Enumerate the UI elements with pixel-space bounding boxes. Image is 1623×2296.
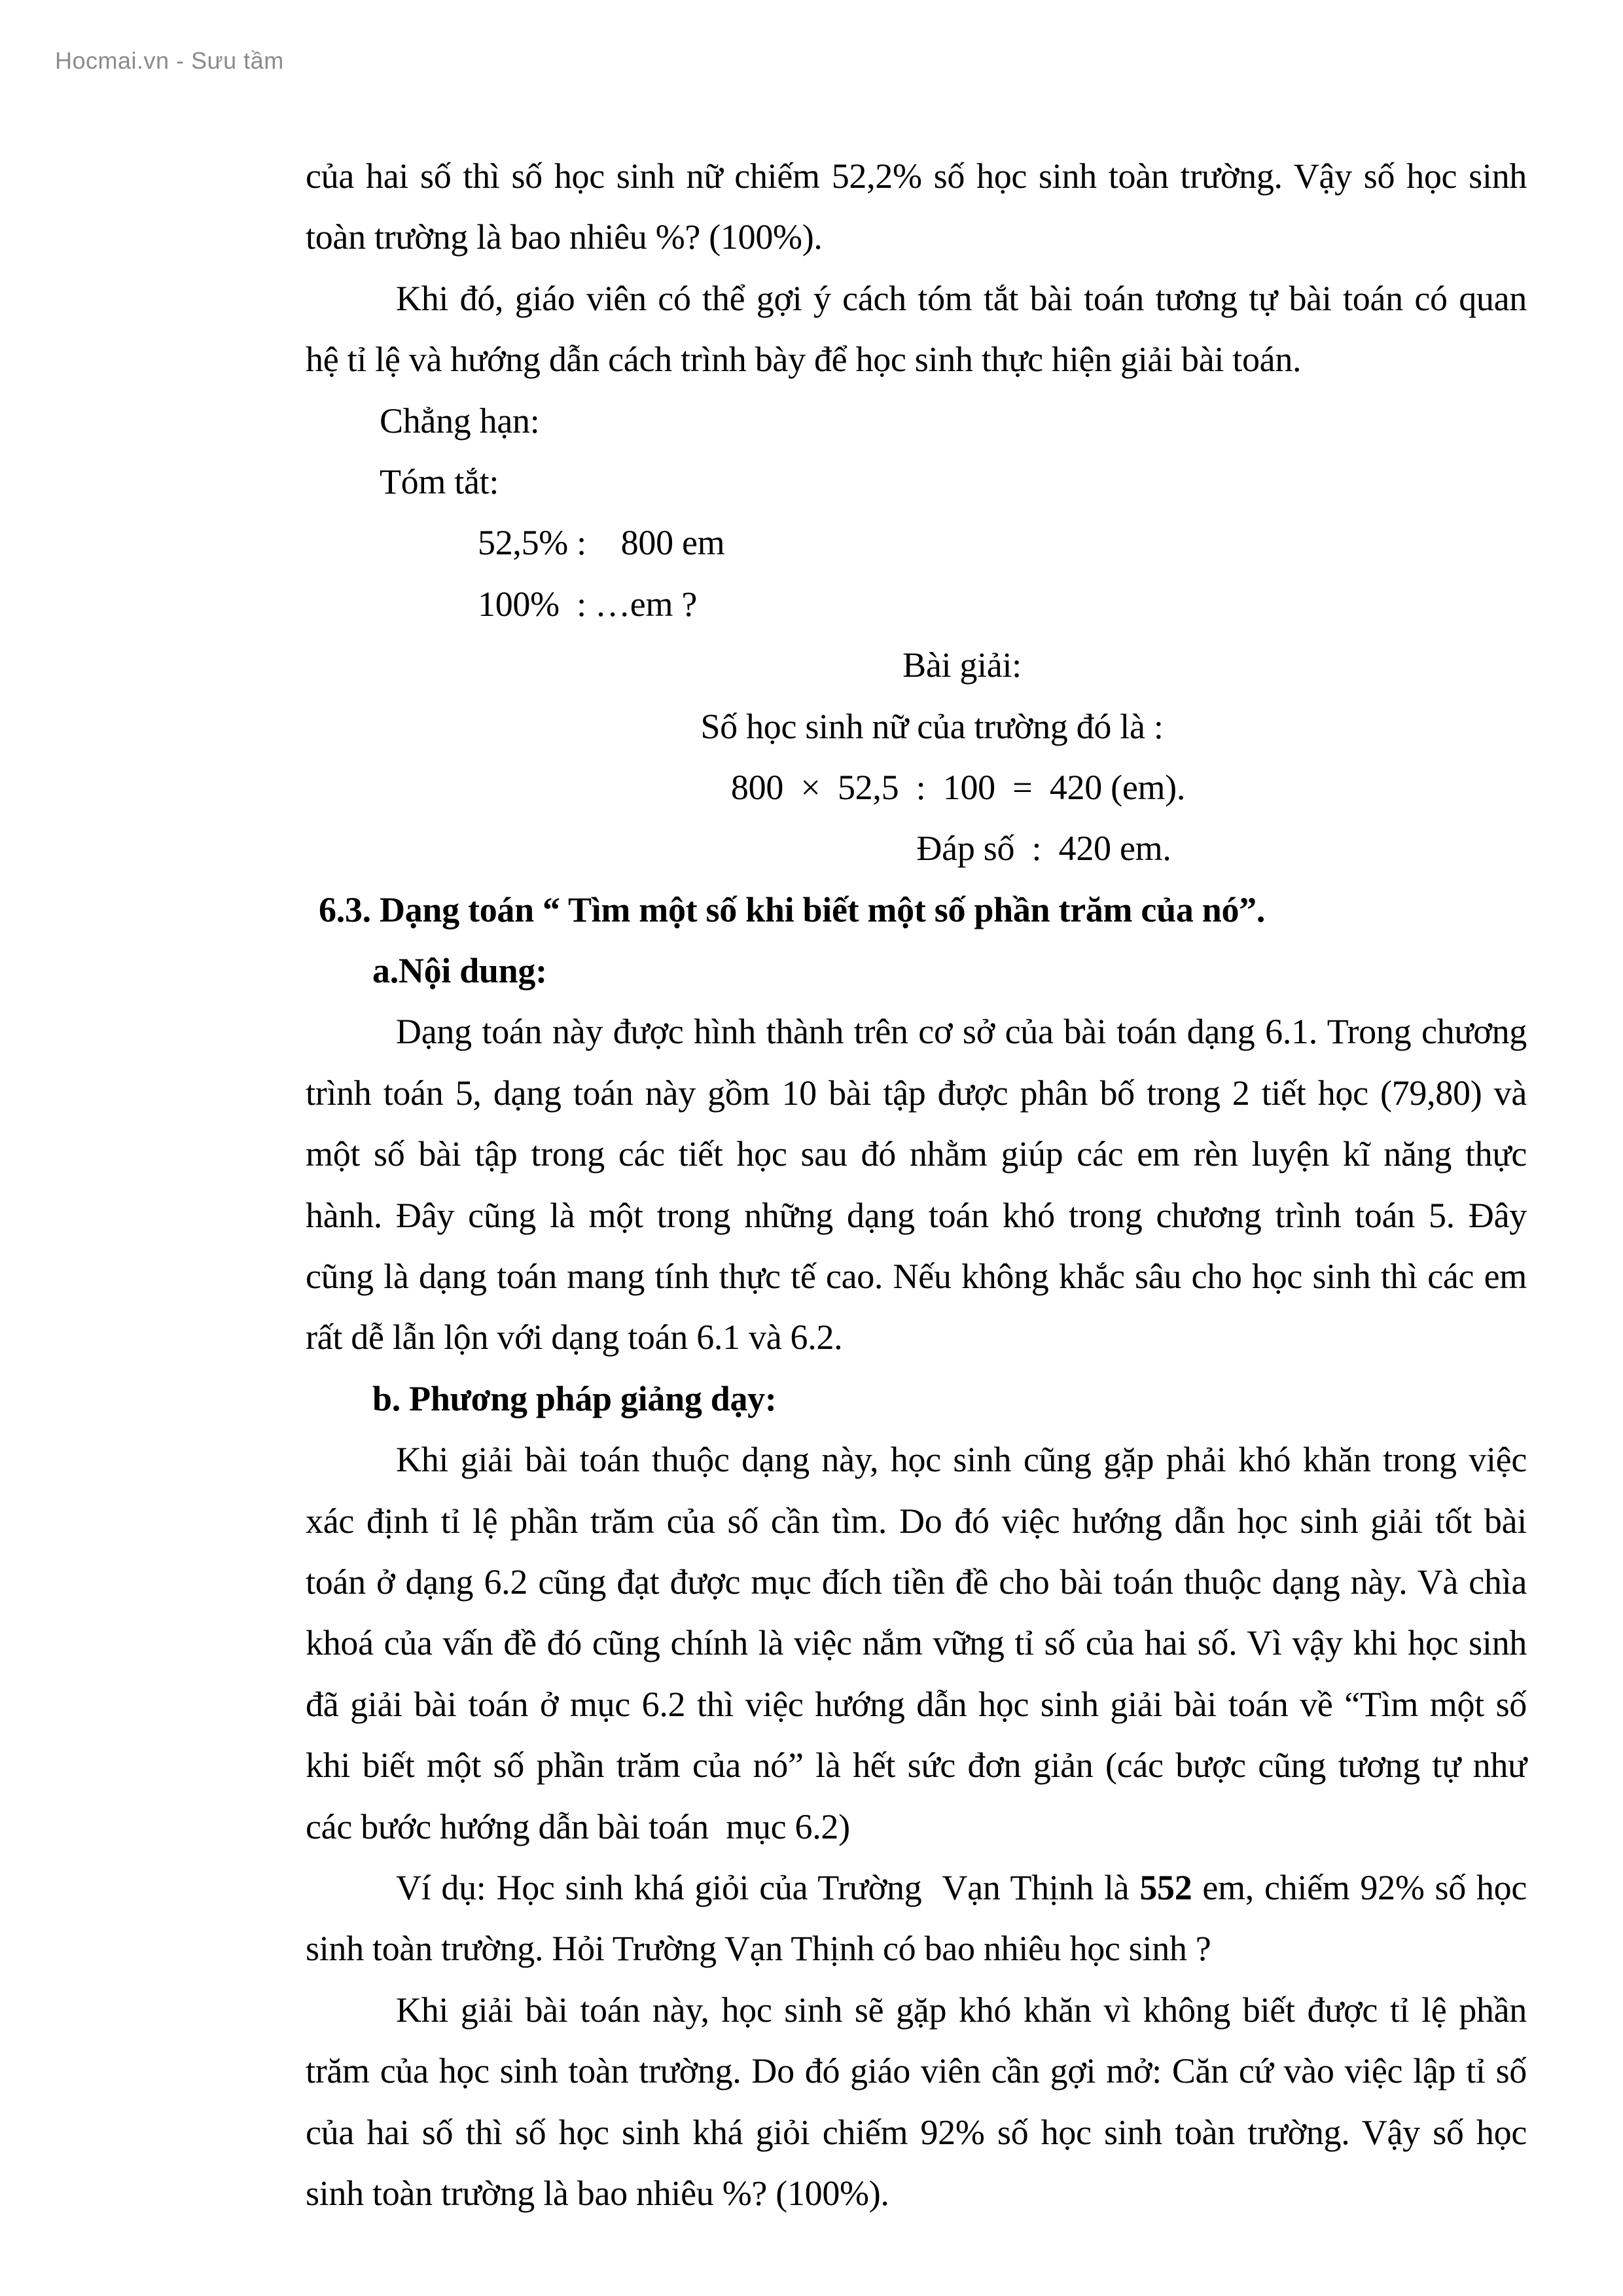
- text-line-21: b. Phương pháp giảng dạy:: [372, 1378, 777, 1418]
- text-line-32: trăm của học sinh toàn trường. Do đó giáo viên cần gợi mở: Căn cứ vào việc lập tỉ số: [306, 2051, 1527, 2091]
- text-line-9: Bài giải:: [902, 645, 1022, 685]
- text-line-13: 6.3. Dạng toán “ Tìm một số khi biết một số phần trăm của nó”.: [319, 889, 1266, 929]
- text-line-28: các bước hướng dẫn bài toán mục 6.2): [306, 1806, 850, 1846]
- text-line-2: toàn trường là bao nhiêu %? (100%).: [306, 217, 823, 257]
- text-line-31: Khi giải bài toán này, học sinh sẽ gặp khó khăn vì không biết được tỉ lệ phần: [396, 1990, 1527, 2030]
- text-line-20: rất dễ lẫn lộn với dạng toán 6.1 và 6.2.: [306, 1318, 843, 1357]
- document-body: [306, 146, 1527, 2224]
- text-line-5: Chẳng hạn:: [380, 401, 540, 440]
- text-line-34: sinh toàn trường là bao nhiêu %? (100%).: [306, 2173, 889, 2213]
- text-line-12: Đáp số : 420 em.: [916, 829, 1171, 869]
- text-line-33: của hai số thì số học sinh khá giỏi chiếm 92% số học sinh toàn trường. Vậy số học: [306, 2112, 1527, 2152]
- text-line-10: Số học sinh nữ của trường đó là :: [700, 706, 1164, 746]
- bold-number: 552: [1139, 1867, 1192, 1907]
- text-segment: em, chiếm 92% số học: [1192, 1867, 1527, 1907]
- text-line-26: đã giải bài toán ở mục 6.2 thì việc hướng dẫn học sinh giải bài toán về “Tìm một số: [306, 1684, 1527, 1724]
- text-line-15: Dạng toán này được hình thành trên cơ sở của bài toán dạng 6.1. Trong chương: [396, 1012, 1527, 1052]
- text-line-29: [306, 1857, 1527, 1918]
- text-line-8: 100% : …em ?: [478, 584, 698, 624]
- text-line-1: của hai số thì số học sinh nữ chiếm 52,2% số học sinh toàn trường. Vậy số học sinh: [306, 156, 1527, 196]
- watermark-text: Hocmai.vn - Sưu tầm: [55, 47, 284, 74]
- text-line-24: toán ở dạng 6.2 cũng đạt được mục đích tiền đề cho bài toán thuộc dạng này. Và chìa: [306, 1562, 1527, 1602]
- text-line-25: khoá của vấn đề đó cũng chính là việc nắm vững tỉ số của hai số. Vì vậy khi học sinh: [306, 1623, 1527, 1663]
- text-line-4: hệ tỉ lệ và hướng dẫn cách trình bày để học sinh thực hiện giải bài toán.: [306, 340, 1302, 380]
- text-line-16: trình toán 5, dạng toán này gồm 10 bài tập được phân bố trong 2 tiết học (79,80) và: [306, 1073, 1527, 1113]
- text-line-22: Khi giải bài toán thuộc dạng này, học sinh cũng gặp phải khó khăn trong việc: [396, 1440, 1527, 1480]
- text-line-30: sinh toàn trường. Hỏi Trường Vạn Thịnh có bao nhiêu học sinh ?: [306, 1929, 1211, 1969]
- text-line-17: một số bài tập trong các tiết học sau đó nhằm giúp các em rèn luyện kĩ năng thực: [306, 1134, 1527, 1174]
- text-line-23: xác định tỉ lệ phần trăm của số cần tìm. Do đó việc hướng dẫn học sinh giải tốt bài: [306, 1501, 1527, 1541]
- text-line-18: hành. Đây cũng là một trong những dạng toán khó trong chương trình toán 5. Đây: [306, 1195, 1527, 1235]
- text-segment: Ví dụ: Học sinh khá giỏi của Trường Vạn Thịnh là: [396, 1867, 1140, 1907]
- text-line-11: 800 × 52,5 : 100 = 420 (em).: [730, 767, 1186, 807]
- text-line-19: cũng là dạng toán mang tính thực tế cao. Nếu không khắc sâu cho học sinh thì các em: [306, 1257, 1527, 1297]
- text-line-27: khi biết một số phần trăm của nó” là hết sức đơn giản (các bược cũng tương tự như: [306, 1746, 1527, 1785]
- text-line-7: 52,5% : 800 em: [478, 523, 725, 563]
- text-line-6: Tóm tắt:: [380, 461, 499, 501]
- text-line-3: Khi đó, giáo viên có thể gợi ý cách tóm tắt bài toán tương tự bài toán có quan: [396, 278, 1527, 318]
- text-line-14: a.Nội dung:: [372, 951, 547, 991]
